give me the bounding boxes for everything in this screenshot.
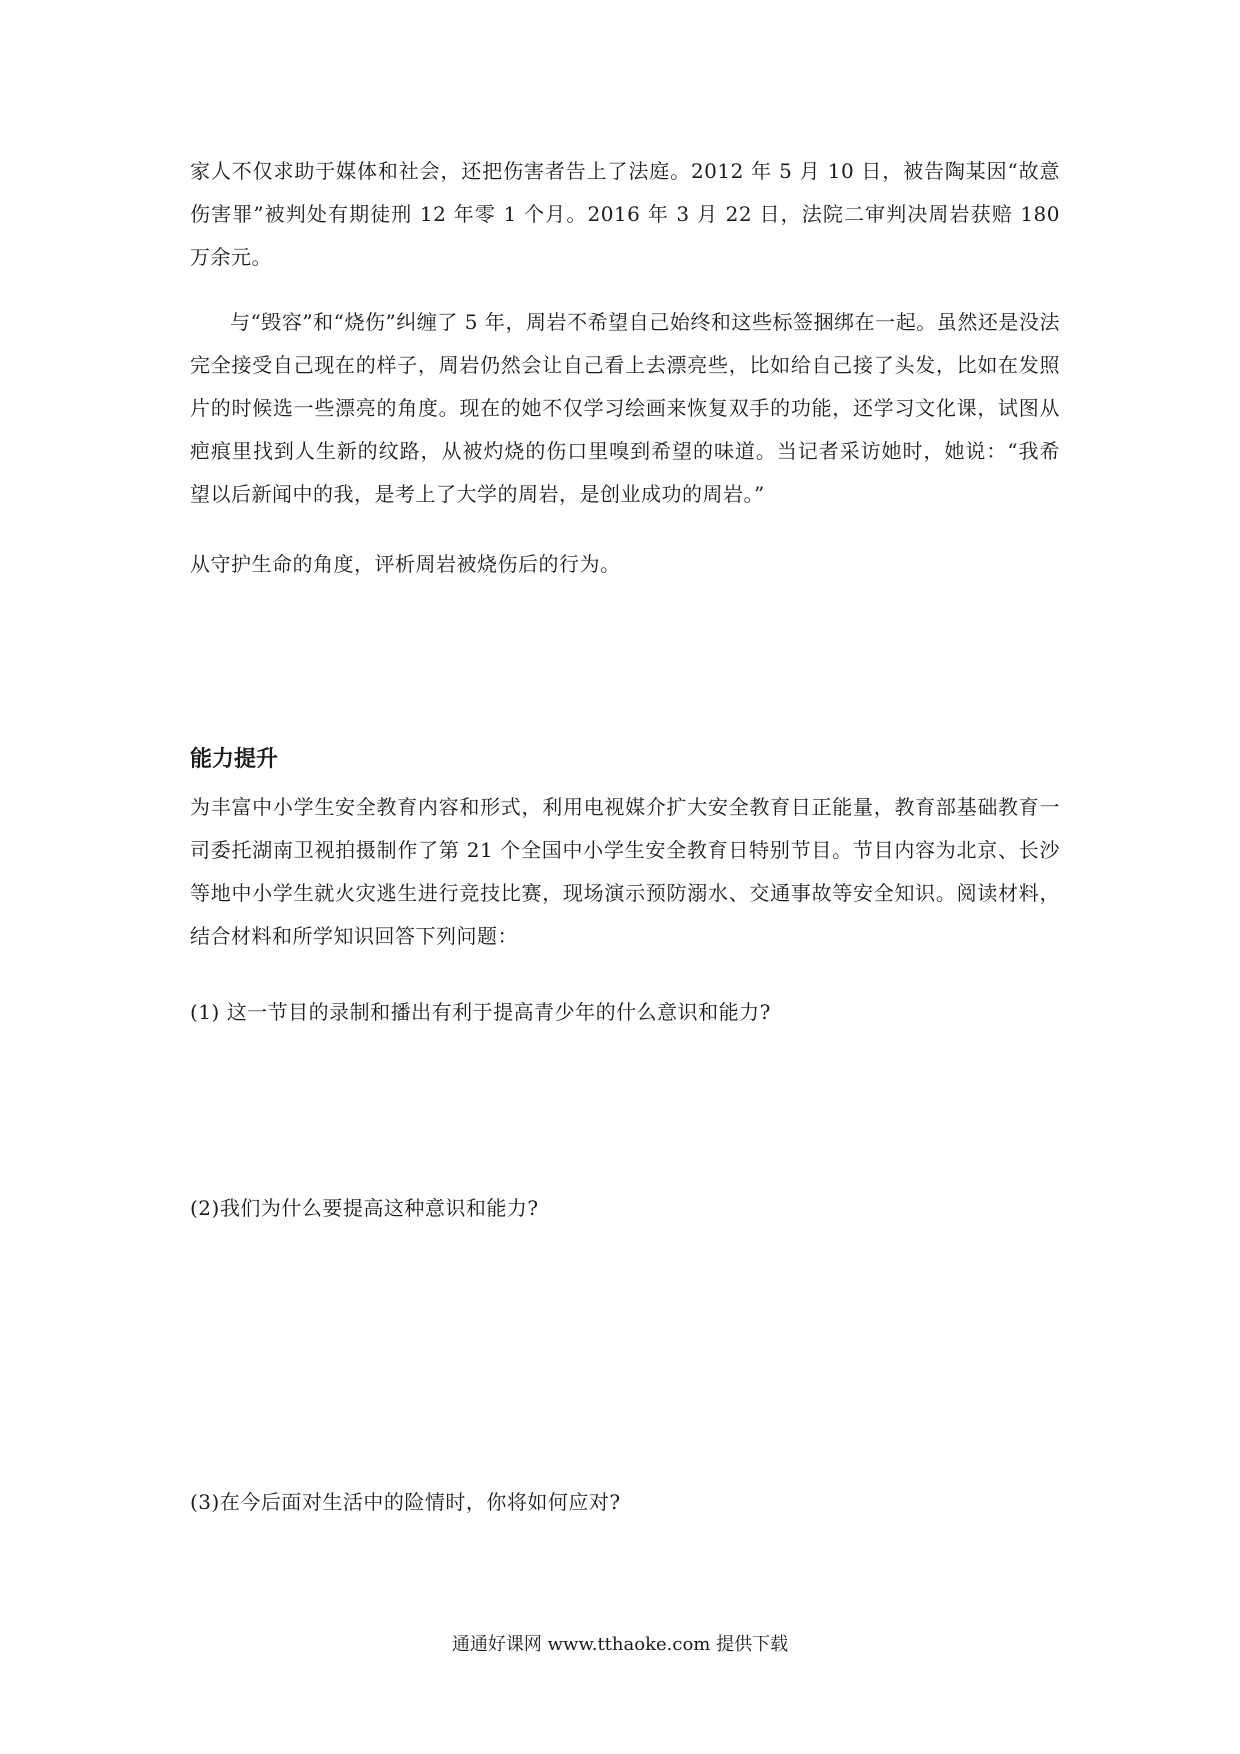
section-heading: 能力提升 (190, 747, 279, 772)
passage-question: 从守护生命的角度，评析周岩被烧伤后的行为。 (190, 552, 621, 576)
section-intro: 为丰富中小学生安全教育内容和形式，利用电视媒介扩大安全教育日正能量，教育部基础教育一司委托湖南卫视拍摄制作了第 21 个全国中小学生安全教育日特别节目。节目内容为北京、长沙等地中小学生就火灾逃生进行竞技比赛，现场演示预防溺水、交通事故等安全知识。阅读材料，结合材料和所学知识回答下列问题： (190, 795, 1060, 948)
question-1: (1) 这一节目的录制和播出有利于提高青少年的什么意识和能力? (190, 1000, 771, 1024)
passage-paragraph-2: 与“毁容”和“烧伤”纠缠了 5 年，周岩不希望自己始终和这些标签捆绑在一起。虽然还是没法完全接受自己现在的样子，周岩仍然会让自己看上去漂亮些，比如给自己接了头发，比如在发照片的时候选一些漂亮的角度。现在的她不仅学习绘画来恢复双手的功能，还学习文化课，试图从疤痕里找到人生新的纹路，从被灼烧的伤口里嗅到希望的味道。当记者采访她时，她说：“我希望以后新闻中的我，是考上了大学的周岩，是创业成功的周岩。” (190, 310, 1060, 506)
question-2: (2)我们为什么要提高这种意识和能力? (190, 1196, 539, 1220)
question-3: (3)在今后面对生活中的险情时，你将如何应对? (190, 1490, 621, 1514)
footer-source-text: 通通好课网 www.tthaoke.com 提供下载 (451, 1634, 789, 1655)
passage-paragraph-1: 家人不仅求助于媒体和社会，还把伤害者告上了法庭。2012 年 5 月 10 日，被告陶某因“故意伤害罪”被判处有期徒刑 12 年零 1 个月。2016 年 3 月 22 日，法院二审判决周岩获赔 180 万余元。 (190, 159, 1060, 269)
